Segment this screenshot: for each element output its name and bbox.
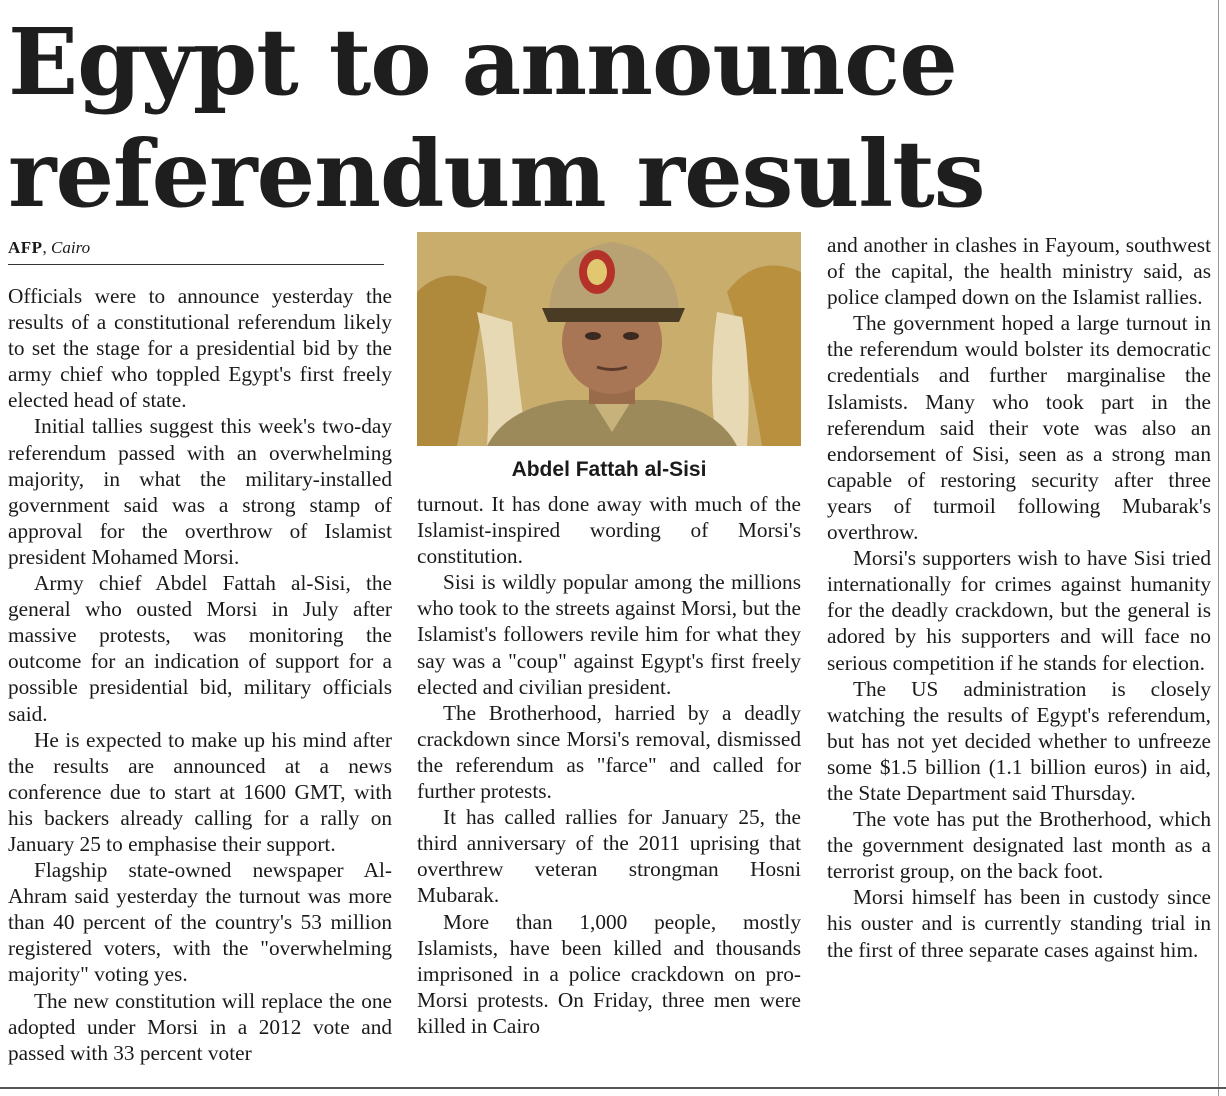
headline-line-1: Egypt to announce [8,8,957,116]
paragraph: and another in clashes in Fayoum, southwest of the capital, the health ministry said, as police clamped down on the Islamist rallies. [827,233,1211,310]
headline-line-2: referendum results [8,120,985,228]
article-column-2 [417,232,801,1039]
paragraph: He is expected to make up his mind after the results are announced at a news conference due to start at 1600 GMT, with his backers already calling for a rally on January 25 to emphasise their support. [8,727,392,856]
paragraph: Officials were to announce yesterday the results of a constitutional referendum likely to set the stage for a presidential bid by the army chief who toppled Egypt's first freely elected head of state. [8,284,392,413]
article-column-3 [827,232,1211,963]
paragraph: Sisi is wildly popular among the millions who took to the streets against Morsi, but the Islamist's followers revile him for what they say was a "coup" against Egypt's first freely elected and civilian president. [417,570,801,699]
paragraph: Morsi's supporters wish to have Sisi tried internationally for crimes against humanity for the deadly crackdown, but the general is adored by his supporters and will face no serious competition if he stands for election. [827,546,1211,675]
paragraph: Army chief Abdel Fattah al-Sisi, the general who ousted Morsi in July after massive protests, was monitoring the outcome for an indication of support for a possible presidential bid, military officials said. [8,571,392,726]
paragraph: The government hoped a large turnout in the referendum would bolster its democratic credentials and further marginalise the Islamists. Many who took part in the referendum said their vote was also an endorsement of Sisi, seen as a strong man capable of restoring security after three years of turmoil following Mubarak's overthrow. [827,311,1211,545]
column-rule [1218,0,1219,1096]
paragraph: More than 1,000 people, mostly Islamists, have been killed and thousands imprisoned in a police crackdown on pro-Morsi protests. On Friday, three men were killed in Cairo [417,909,801,1038]
headline [8,6,1008,230]
byline [8,232,384,265]
paragraph: turnout. It has done away with much of the Islamist-inspired wording of Morsi's constitution. [417,492,801,569]
photo-caption: Abdel Fattah al-Sisi [511,458,707,481]
paragraph: Flagship state-owned newspaper Al-Ahram said yesterday the turnout was more than 40 percent of the country's 53 million registered voters, with the "overwhelming majority" voting yes. [8,858,392,987]
byline-place: Cairo [51,238,91,257]
paragraph: The vote has put the Brotherhood, which the government designated last month as a terrorist group, on the back foot. [827,807,1211,884]
paragraph: The US administration is closely watching the results of Egypt's referendum, but has not yet decided whether to unfreeze some $1.5 billion (1.1 billion euros) in aid, the State Department said Thursday. [827,676,1211,805]
byline-agency: AFP [8,238,43,257]
article-column-1 [8,232,392,1066]
portrait-illustration [417,232,801,446]
paragraph: It has called rallies for January 25, the third anniversary of the 2011 uprising that overthrew veteran strongman Hosni Mubarak. [417,805,801,908]
bottom-rule [0,1087,1226,1089]
paragraph: The Brotherhood, harried by a deadly crackdown since Morsi's removal, dismissed the referendum as "farce" and called for further protests. [417,700,801,804]
paragraph: The new constitution will replace the one adopted under Morsi in a 2012 vote and passed with 33 percent voter [8,988,392,1065]
portrait-photo [417,232,801,446]
byline-separator: , [42,238,52,257]
paragraph: Initial tallies suggest this week's two-day referendum passed with an overwhelming majority, in what the military-installed government said was a strong stamp of approval for the overthrow of Islamist president Mohamed Morsi. [8,414,392,569]
paragraph: Morsi himself has been in custody since his ouster and is currently standing trial in the first of three separate cases against him. [827,885,1211,962]
